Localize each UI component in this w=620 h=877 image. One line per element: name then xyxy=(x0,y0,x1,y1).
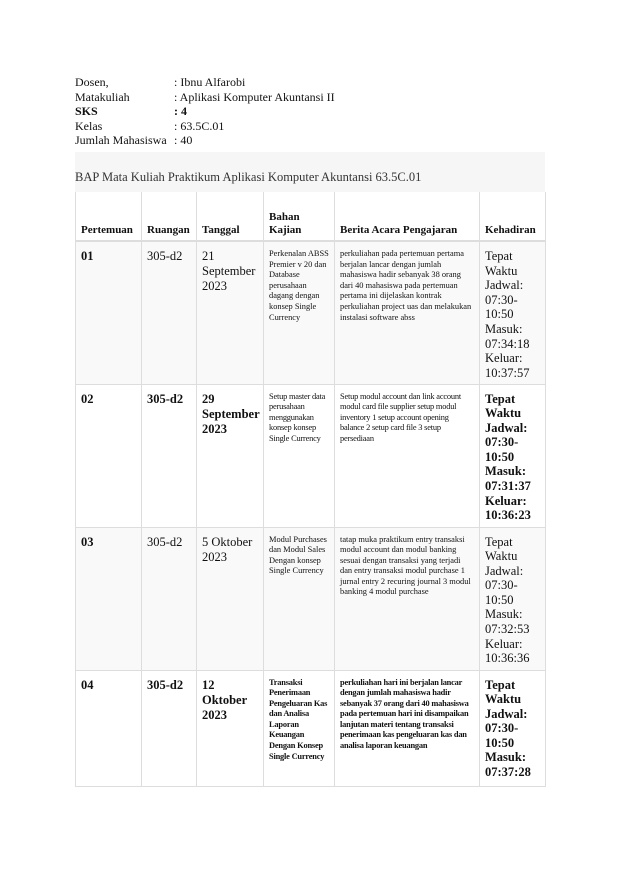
cell-bahan-kajian: Modul Purchases dan Modul Sales Dengan konsep Single Currency xyxy=(264,527,335,670)
cell-pertemuan: 01 xyxy=(76,241,142,384)
info-value-dosen: : Ibnu Alfarobi xyxy=(174,75,246,89)
header-pertemuan: Pertemuan xyxy=(76,192,142,241)
info-label-matakuliah: Matakuliah xyxy=(75,89,130,104)
cell-pertemuan: 04 xyxy=(76,670,142,786)
cell-berita-acara: perkuliahan hari ini berjalan lancar dengan jumlah mahasiswa hadir sebanyak 37 orang dari 40 mahasiswa pada pertemuan hari ini disampaikan lanjutan materi tentang transaksi penerimaan kas pengeluaran kas dan analisa laporan keuangan xyxy=(335,670,480,786)
info-row-dosen xyxy=(75,75,335,90)
info-value-sks: : 4 xyxy=(174,104,187,118)
course-info xyxy=(75,75,335,148)
header-berita-acara: Berita Acara Pengajaran xyxy=(335,192,480,241)
info-label-jumlah: Jumlah Mahasiswa xyxy=(75,133,167,147)
header-tanggal: Tanggal xyxy=(197,192,264,241)
header-ruangan: Ruangan xyxy=(142,192,197,241)
info-value-jumlah: : 40 xyxy=(174,133,193,147)
header-kehadiran: Kehadiran xyxy=(480,192,546,241)
cell-bahan-kajian: Transaksi Penerimaan Pengeluaran Kas dan Analisa Laporan Keuangan Dengan Konsep Single Currency xyxy=(264,670,335,786)
cell-bahan-kajian: Perkenalan ABSS Premier v 20 dan Database perusahaan dagang dengan konsep Single Currency xyxy=(264,241,335,384)
cell-kehadiran: Tepat Waktu Jadwal: 07:30-10:50 Masuk: 07:34:18 Keluar: 10:37:57 xyxy=(480,241,546,384)
cell-kehadiran: Tepat Waktu Jadwal: 07:30-10:50 Masuk: 07:32:53 Keluar: 10:36:36 xyxy=(480,527,546,670)
cell-pertemuan: 03 xyxy=(76,527,142,670)
cell-pertemuan: 02 xyxy=(76,384,142,527)
info-row-sks xyxy=(75,104,335,119)
table-header-row xyxy=(76,192,546,241)
bap-table xyxy=(75,192,546,787)
info-label-sks: SKS xyxy=(75,104,98,118)
cell-tanggal: 29 September 2023 xyxy=(197,384,264,527)
table-row xyxy=(76,527,546,670)
cell-kehadiran: Tepat Waktu Jadwal: 07:30-10:50 Masuk: 07:37:28 xyxy=(480,670,546,786)
cell-ruangan: 305-d2 xyxy=(142,670,197,786)
cell-ruangan: 305-d2 xyxy=(142,527,197,670)
table-row xyxy=(76,670,546,786)
info-row-kelas xyxy=(75,119,335,134)
cell-ruangan: 305-d2 xyxy=(142,384,197,527)
cell-ruangan: 305-d2 xyxy=(142,241,197,384)
cell-berita-acara: perkuliahan pada pertemuan pertama berjalan lancar dengan jumlah mahasiswa hadir sebanyak 38 orang dari 40 mahasiswa pada pertemuan pertama ini dijelaskan kontrak perkuliahan project uas dan melakukan instalasi software abss xyxy=(335,241,480,384)
info-row-jumlah xyxy=(75,133,335,148)
table-row xyxy=(76,241,546,384)
bap-title: BAP Mata Kuliah Praktikum Aplikasi Komputer Akuntansi 63.5C.01 xyxy=(75,170,422,184)
info-label-kelas: Kelas xyxy=(75,118,103,133)
header-bahan-kajian: Bahan Kajian xyxy=(264,192,335,241)
cell-bahan-kajian: Setup master data perusahaan menggunakan konsep konsep Single Currency xyxy=(264,384,335,527)
info-row-matakuliah xyxy=(75,90,335,105)
cell-tanggal: 21 September 2023 xyxy=(197,241,264,384)
info-value-matakuliah: : Aplikasi Komputer Akuntansi II xyxy=(174,89,335,104)
cell-berita-acara: Setup modul account dan link account modul card file supplier setup modul inventory 1 setup account opening balance 2 setup card file 3 setup persediaan xyxy=(335,384,480,527)
cell-tanggal: 5 Oktober 2023 xyxy=(197,527,264,670)
cell-kehadiran: Tepat Waktu Jadwal: 07:30-10:50 Masuk: 07:31:37 Keluar: 10:36:23 xyxy=(480,384,546,527)
table-row xyxy=(76,384,546,527)
info-label-dosen: Dosen, xyxy=(75,75,109,89)
info-value-kelas: : 63.5C.01 xyxy=(174,118,225,133)
cell-berita-acara: tatap muka praktikum entry transaksi modul account dan modul banking sesuai dengan transaksi yang terjadi dan entry transaksi modul purchase 1 jurnal entry 2 recuring journal 3 modul banking 4 modul purchase xyxy=(335,527,480,670)
cell-tanggal: 12 Oktober 2023 xyxy=(197,670,264,786)
